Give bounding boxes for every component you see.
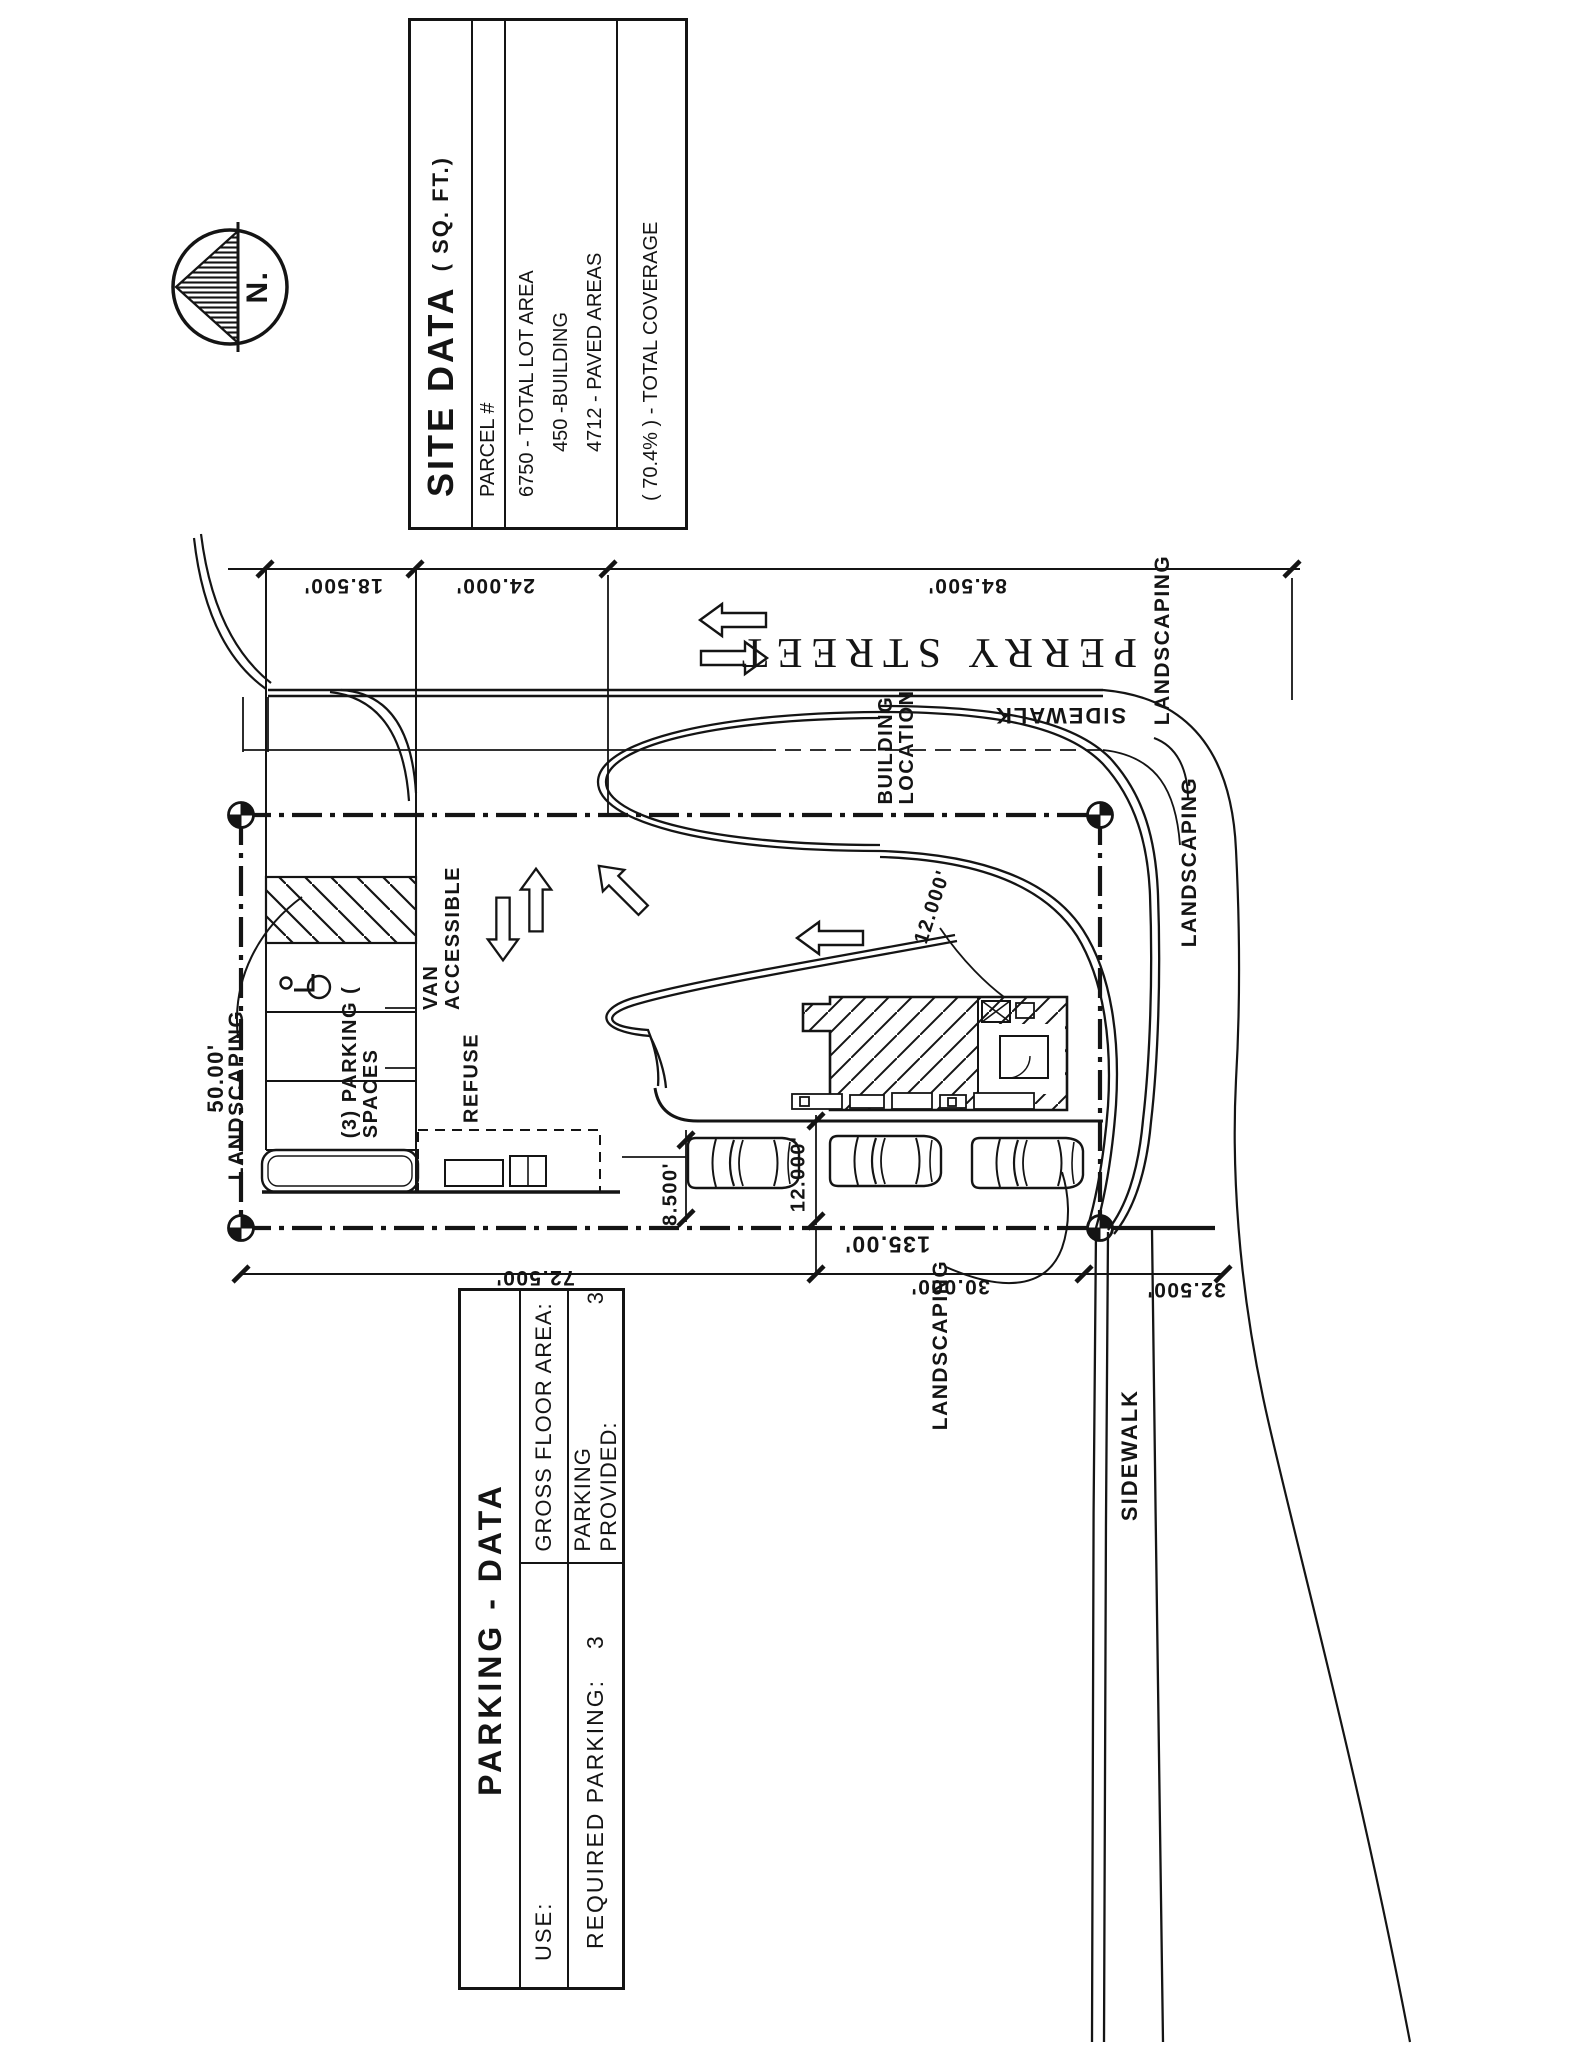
north-label: N.	[241, 270, 274, 304]
parking-data-table	[458, 1288, 625, 1990]
street-name: PERRY STREET	[733, 629, 1137, 675]
parking-table-title: PARKING - DATA	[471, 1482, 508, 1796]
dim-135-00: 135.00'	[843, 1231, 931, 1258]
accessible-line: ACCESSIBLE	[442, 866, 464, 1010]
parking-table-title-row	[461, 1291, 521, 1987]
site-data-coverage-row	[618, 21, 684, 527]
lane-arrow-left	[797, 922, 863, 954]
lot-area-value: 6750 - TOTAL LOT AREA	[516, 270, 538, 497]
dim-30-000: 30.000'	[910, 1275, 990, 1298]
parked-cars	[688, 1136, 1083, 1188]
gross-floor-area-label: GROSS FLOOR AREA:	[531, 1302, 556, 1552]
site-data-title: SITE DATA	[420, 285, 461, 497]
landscaping-label-right-2: LANDSCAPING	[1178, 776, 1201, 948]
building-location-line1: BUILDING	[875, 695, 897, 805]
site-data-parcel-row	[473, 21, 506, 527]
building-footprint	[655, 997, 1103, 1121]
landscaping-label-right-1: LANDSCAPING	[1151, 554, 1174, 726]
parking-provided-value: 3	[582, 1291, 608, 1305]
street-lines	[194, 534, 1410, 2042]
sidewalk-label-top: SIDEWALK	[993, 703, 1127, 728]
dim-50-00: 50.00'	[203, 1043, 228, 1113]
building-location-line2: LOCATION	[896, 689, 918, 805]
landscaping-label-bottom-left: LANDSCAPING	[225, 1009, 248, 1181]
aisle-arrow-up	[521, 869, 551, 932]
dim-8-500: 8.500'	[659, 1162, 682, 1226]
building-area-value: 450 -BUILDING	[550, 311, 572, 452]
aisle-arrow-down	[488, 898, 518, 961]
sidewalk-label-right: SIDEWALK	[1117, 1388, 1142, 1522]
site-data-areas-row	[506, 21, 618, 527]
bottom-dimension-chain	[233, 1266, 1231, 1282]
dim-12-000-aisle: 12.000'	[787, 1135, 810, 1213]
use-label: USE:	[531, 1901, 556, 1961]
dim-84-500: 84.500'	[927, 574, 1007, 597]
drive-lane-curves	[598, 706, 1163, 2042]
parking-spaces-line2: SPACES	[360, 1048, 382, 1139]
paved-area-value: 4712 - PAVED AREAS	[584, 252, 606, 452]
wheelchair-icon	[281, 974, 331, 998]
refuse-enclosure	[418, 1130, 600, 1192]
site-data-title-row	[411, 21, 473, 527]
dim-12-000-building: 12.000'	[910, 867, 955, 947]
required-parking-label: REQUIRED PARKING:	[582, 1679, 608, 1949]
diagonal-arrow	[588, 855, 654, 921]
dim-24-000: 24.000'	[455, 574, 535, 597]
van-line: VAN	[420, 964, 442, 1010]
top-dimension-chain	[228, 561, 1300, 813]
landscaping-label-bottom-center: LANDSCAPING	[929, 1259, 952, 1431]
parking-spaces-label	[340, 986, 382, 1138]
parking-table-row-2	[569, 1291, 622, 1987]
van-accessible-label	[420, 866, 464, 1010]
parcel-label: PARCEL #	[477, 402, 499, 497]
dim-72-500: 72.500'	[495, 1266, 575, 1289]
parking-provided-label: PARKING PROVIDED:	[569, 1421, 621, 1552]
building-location-label	[876, 690, 918, 805]
required-parking-value: 3	[582, 1634, 608, 1649]
dim-32-500: 32.500'	[1146, 1278, 1226, 1301]
parking-table-row-1	[521, 1291, 569, 1987]
total-coverage-value: ( 70.4% ) - TOTAL COVERAGE	[639, 221, 662, 501]
parking-spaces-line1: (3) PARKING (	[339, 985, 361, 1139]
dim-18-500: 18.500'	[303, 574, 383, 597]
site-data-title-units: ( SQ. FT.)	[428, 156, 453, 272]
refuse-label: REFUSE	[460, 1032, 483, 1124]
site-data-table	[408, 18, 688, 530]
